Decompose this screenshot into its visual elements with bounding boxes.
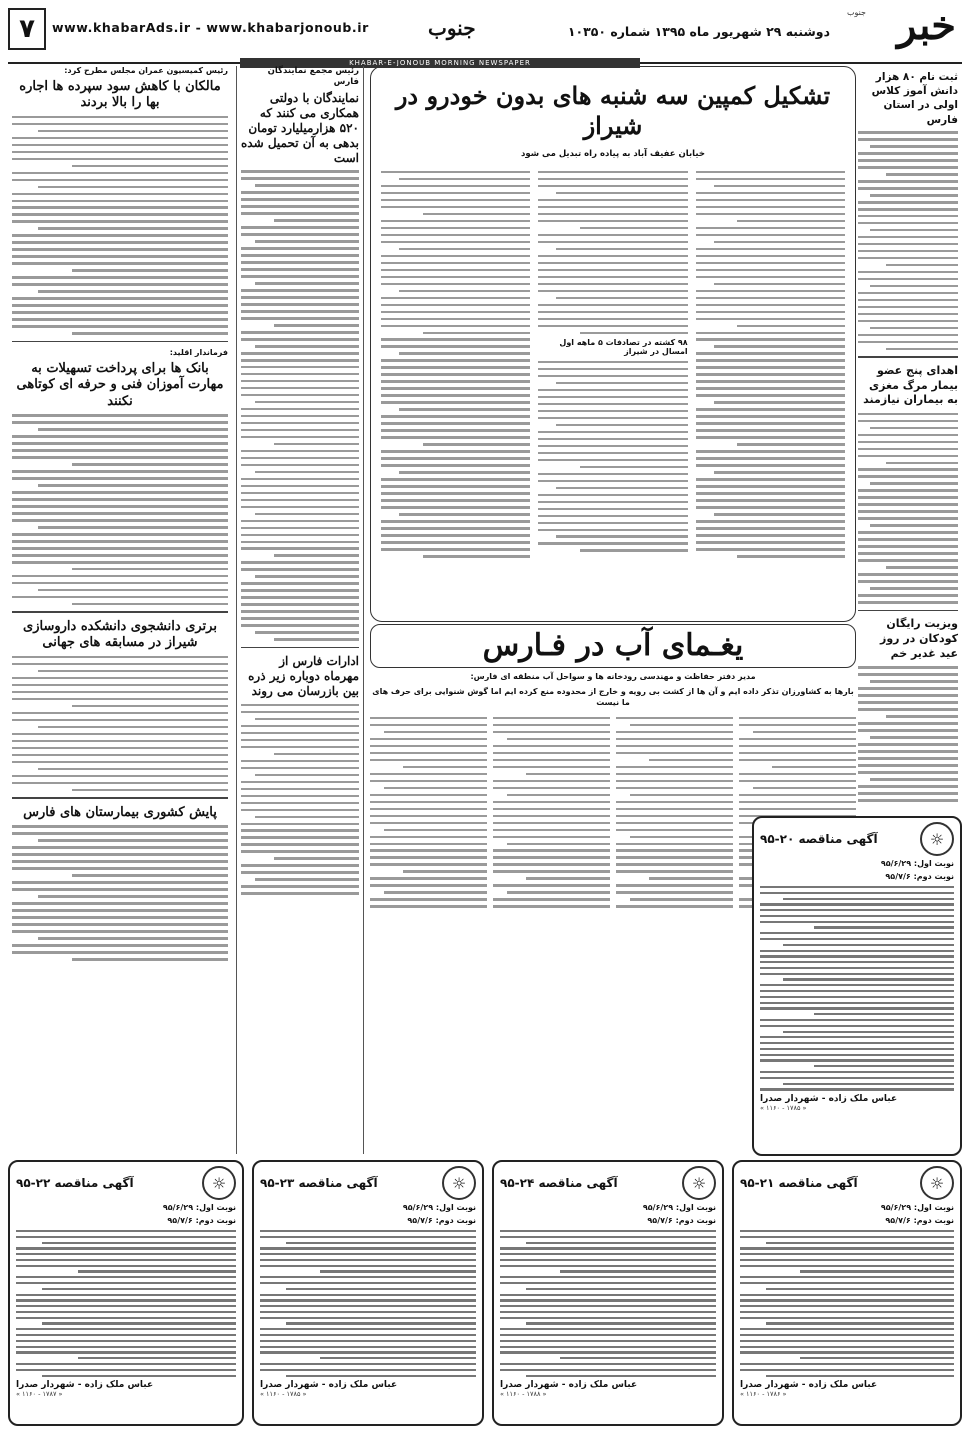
municipality-emblem-icon: ☼ — [202, 1166, 236, 1200]
ad-turn-second: نوبت دوم: ۹۵/۷/۶ — [407, 1216, 476, 1226]
top-story-subhead: خیابان عفیف آباد به پیاده راه تبدیل می شود — [521, 149, 705, 159]
ad-code: « ۱۱۶۰ - ۱۷۸۶ » — [740, 1390, 787, 1399]
top-story-inner-subhead: ۹۸ کشته در تصادفات ۵ ماهه اول امسال در شیراز — [559, 338, 688, 357]
ad-turn-first: نوبت اول: ۹۵/۶/۲۹ — [402, 1203, 476, 1212]
divider — [858, 356, 958, 358]
issue-date: دوشنبه ۲۹ شهریور ماه ۱۳۹۵ شماره ۱۰۳۵۰ — [567, 24, 830, 39]
ad-signature: عباس ملک زاده - شهردار صدرا — [16, 1380, 154, 1391]
story-body — [12, 116, 228, 335]
ad-title: آگهی مناقصه ۲۰-۹۵ — [760, 832, 878, 846]
ad-body — [16, 1230, 236, 1377]
ad-turn-second: نوبت دوم: ۹۵/۷/۶ — [885, 1216, 954, 1226]
divider — [12, 611, 228, 613]
top-story-headline: تشکیل کمپین سه شنبه های بدون خودرو در شیراز — [395, 81, 831, 140]
left-column — [8, 66, 232, 1154]
ad-body — [260, 1230, 476, 1377]
divider — [12, 341, 228, 343]
ad-signature: عباس ملک زاده - شهردار صدرا — [740, 1380, 878, 1391]
masthead — [8, 2, 962, 67]
ad-turn-second: نوبت دوم: ۹۵/۷/۶ — [167, 1216, 236, 1226]
ad-code: « ۱۱۶۰ - ۱۷۸۷ » — [16, 1390, 63, 1399]
page-number: ۷ — [8, 8, 46, 50]
story-title: ثبت نام ۸۰ هزار دانش آموز کلاس اولی در استان فارس — [871, 71, 958, 126]
story-body — [858, 666, 958, 801]
newspaper-logo — [846, 2, 962, 52]
tender-ad — [492, 1160, 724, 1426]
story-body — [241, 170, 359, 641]
ad-title: آگهی مناقصه ۲۲-۹۵ — [16, 1176, 134, 1190]
ad-signature: عباس ملک زاده - شهردار صدرا — [260, 1380, 398, 1391]
water-story-subhead-2: بارها به کشاورزان تذکر داده ایم و آن ها از کشت بی رویه و خارج از محدوده منع کرده ایم اما گوش شنوایی برای حرف های ما نیست — [372, 686, 854, 707]
municipality-emblem-icon: ☼ — [920, 1166, 954, 1200]
divider — [858, 610, 958, 612]
divider — [241, 647, 359, 649]
ad-turn-second: نوبت دوم: ۹۵/۷/۶ — [647, 1216, 716, 1226]
logo-word: خبر — [897, 2, 956, 49]
logo-sub: جنوب — [846, 8, 866, 17]
ad-turn-first: نوبت اول: ۹۵/۶/۲۹ — [880, 859, 954, 868]
tender-ad — [732, 1160, 962, 1426]
masthead-strip: KHABAR-E-JONOUB MORNING NEWSPAPER — [240, 58, 640, 68]
story-body — [12, 825, 228, 960]
story-headline: بانک ها برای پرداخت تسهیلات به مهارت آموزان فنی و حرفه ای کوتاهی نکنند — [16, 361, 224, 409]
ad-body — [760, 886, 954, 1091]
tender-ad — [8, 1160, 244, 1426]
ad-turn-first: نوبت اول: ۹۵/۶/۲۹ — [162, 1203, 236, 1212]
municipality-emblem-icon: ☼ — [682, 1166, 716, 1200]
story-body — [858, 131, 958, 350]
top-story — [370, 66, 856, 622]
story-headline: ادارات فارس از مهرماه دوباره زیر ذره بین بازرسان می روند — [248, 654, 359, 699]
story-headline: پایش کشوری بیمارستان های فارس — [23, 804, 217, 820]
ad-title: آگهی مناقصه ۲۴-۹۵ — [500, 1176, 618, 1190]
ad-signature: عباس ملک زاده - شهردار صدرا — [760, 1094, 898, 1105]
story-kicker: فرماندار اقلید: — [169, 348, 228, 358]
divider — [12, 797, 228, 799]
section-title: جنوب — [428, 16, 476, 40]
website-urls: www.khabarAds.ir - www.khabarjonoub.ir — [52, 20, 369, 35]
ad-body — [500, 1230, 716, 1377]
story-kicker: رئیس کمیسیون عمران مجلس مطرح کرد: — [64, 66, 228, 75]
ad-title: آگهی مناقصه ۲۳-۹۵ — [260, 1176, 378, 1190]
ad-turn-first: نوبت اول: ۹۵/۶/۲۹ — [642, 1203, 716, 1212]
story-headline: نمایندگان با دولتی همکاری می کنند که ۵۲۰ هزارمیلیارد تومان بدهی به آن تحمیل شده است — [241, 90, 359, 165]
ad-code: « ۱۱۶۰ - ۱۷۸۵ » — [260, 1390, 307, 1399]
ad-body — [740, 1230, 954, 1377]
ad-signature: عباس ملک زاده - شهردار صدرا — [500, 1380, 638, 1391]
municipality-emblem-icon: ☼ — [920, 822, 954, 856]
story-title: اهدای پنج عضو بیمار مرگ مغزی به بیماران نیازمند — [863, 363, 958, 407]
ad-title: آگهی مناقصه ۲۱-۹۵ — [740, 1176, 858, 1190]
tender-ad — [752, 816, 962, 1156]
story-headline: مالکان با کاهش سود سپرده ها اجاره بها را بالا بردند — [19, 78, 221, 111]
water-story-headline: یغـمای آب در فـارس — [370, 624, 856, 668]
story-title: ویزیت رایگان کودکان در روز عید غدیر خم — [880, 617, 958, 660]
story-body — [858, 413, 958, 604]
tender-ad — [252, 1160, 484, 1426]
ad-code: « ۱۱۶۰ - ۱۷۸۸ » — [500, 1390, 547, 1399]
ad-turn-second: نوبت دوم: ۹۵/۷/۶ — [885, 872, 954, 882]
ad-turn-first: نوبت اول: ۹۵/۶/۲۹ — [880, 1203, 954, 1212]
story-headline: برتری دانشجوی دانشکده داروسازی شیراز در مسابقه های جهانی — [23, 618, 217, 651]
story-body — [12, 656, 228, 791]
story-body — [12, 414, 228, 605]
top-story-body — [381, 166, 845, 562]
story-body — [241, 704, 359, 895]
water-story-subhead: مدیر دفتر حفاظت و مهندسی رودخانه ها و سواحل آب منطقه ای فارس: — [470, 672, 756, 681]
middle-column — [236, 66, 364, 1154]
story-kicker: رئیس مجمع نمایندگان فارس — [267, 66, 359, 88]
municipality-emblem-icon: ☼ — [442, 1166, 476, 1200]
ad-code: « ۱۱۶۰ - ۱۷۸۵ » — [760, 1104, 807, 1113]
